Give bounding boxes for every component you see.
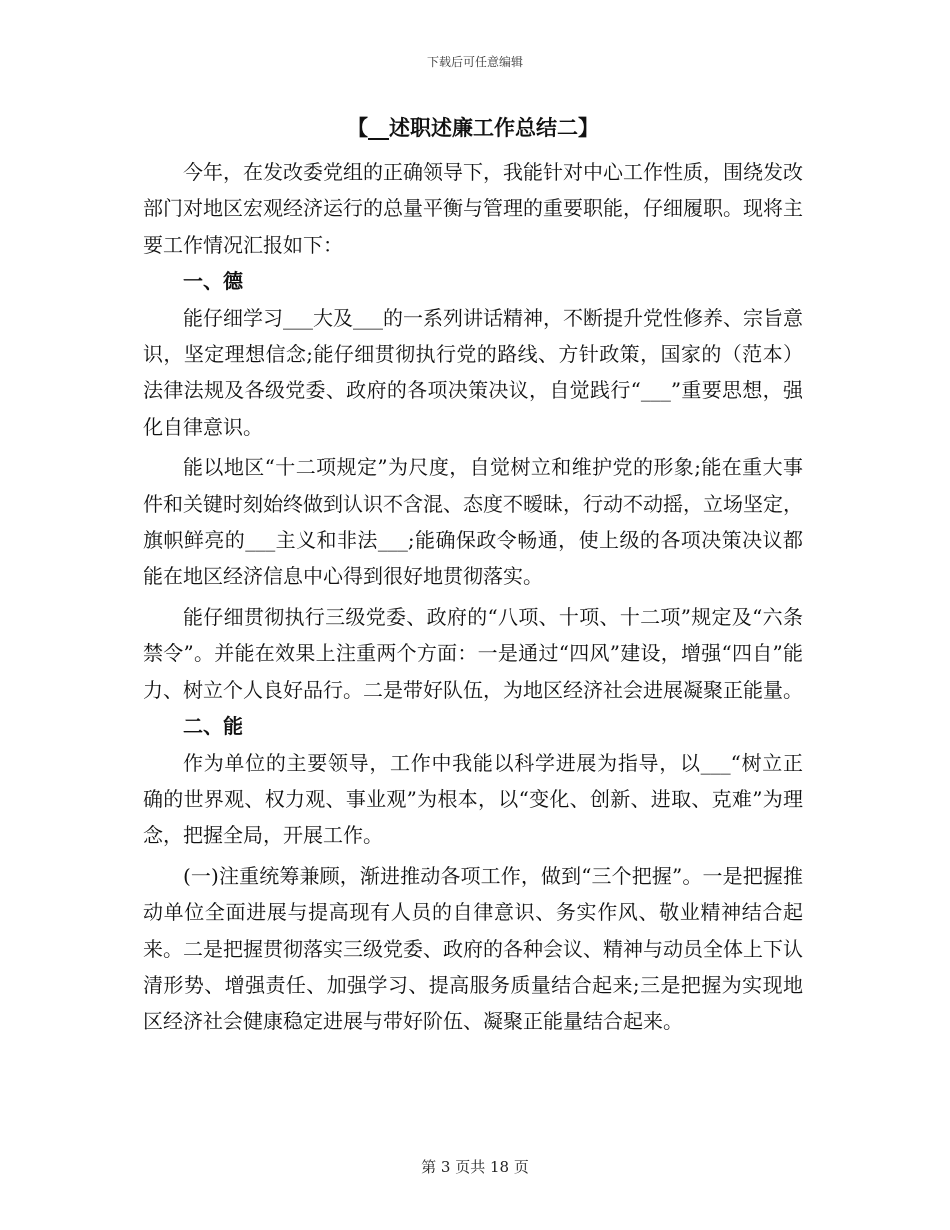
page-header: 下载后可任意编辑 <box>426 55 523 69</box>
paragraph: 能仔细贯彻执行三级党委、政府的“八项、十项、十二项”规定及“六条禁令”。并能在效果上注重两个方面：一是通过“四风”建设，增强“四自”能力、树立个人良好品行。二是带好队伍，为地区经济社会进展凝聚正能量。 <box>143 604 803 702</box>
paragraph: 能以地区“十二项规定”为尺度，自觉树立和维护党的形象;能在重大事件和关键时刻始终做到认识不含混、态度不暧昧，行动不动摇，立场坚定，旗帜鲜亮的___主义和非法___;能确保政令畅通，使上级的各项决策决议都能在地区经济信息中心得到很好地贯彻落实。 <box>143 455 803 589</box>
paragraph: 作为单位的主要领导，工作中我能以科学进展为指导，以___“树立正确的世界观、权力观、事业观”为根本，以“变化、创新、进取、克难”为理念，把握全局，开展工作。 <box>143 750 803 848</box>
document-body <box>143 108 803 1040</box>
paragraph: 能仔细学习___大及___的一系列讲话精神，不断提升党性修养、宗旨意识，坚定理想信念;能仔细贯彻执行党的路线、方针政策，国家的（范本）法律法规及各级党委、政府的各项决策决议，自觉践行“___”重要思想，强化自律意识。 <box>143 305 803 439</box>
document-title: 【__述职述廉工作总结二】 <box>347 116 599 140</box>
section-heading-de: 一、德 <box>183 269 243 294</box>
section-heading-neng: 二、能 <box>183 714 243 739</box>
intro-paragraph: 今年，在发改委党组的正确领导下，我能针对中心工作性质，围绕发改部门对地区宏观经济运行的总量平衡与管理的重要职能，仔细履职。现将主要工作情况汇报如下： <box>143 160 803 257</box>
paragraph: (一)注重统筹兼顾，渐进推动各项工作，做到“三个把握”。一是把握推动单位全面进展与提高现有人员的自律意识、务实作风、敬业精神结合起来。二是把握贯彻落实三级党委、政府的各种会议、精神与动员全体上下认清形势、增强责任、加强学习、提高服务质量结合起来;三是把握为实现地区经济社会健康稳定进展与带好阶伍、凝聚正能量结合起来。 <box>143 863 803 1034</box>
page-number: 第 3 页共 18 页 <box>421 1158 529 1176</box>
